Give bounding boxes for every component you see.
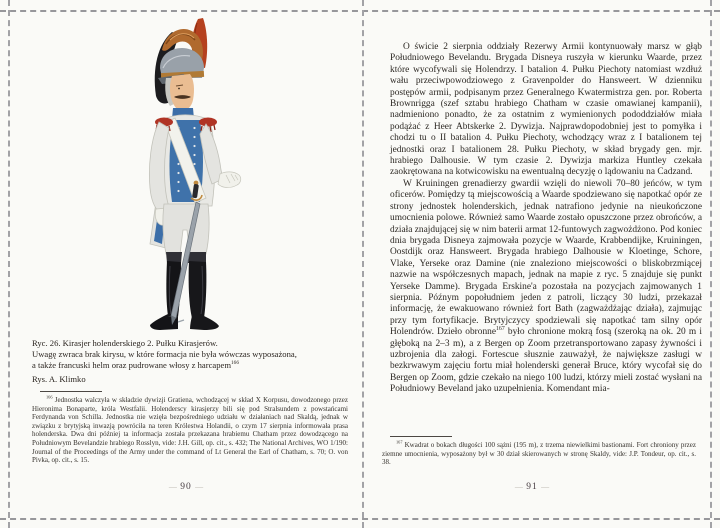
cuirassier-illustration bbox=[126, 16, 248, 334]
left-page bbox=[10, 12, 362, 518]
footnote-166 bbox=[32, 396, 348, 465]
face bbox=[170, 74, 194, 111]
page-ornament: — bbox=[168, 482, 177, 491]
footnote-number: 166 bbox=[46, 394, 53, 400]
page-ornament: — bbox=[514, 482, 523, 491]
page-number-value: 90 bbox=[180, 482, 192, 492]
body-text bbox=[390, 42, 702, 396]
footnote-text: Jednostka walczyła w składzie dywizji Gratiena, wchodzącej w skład X Korpusu, dowodzonego przez Hieronima Bonaparte, króla Westfalii. Holenderscy kirasjerzy bili się pod Stralsundem z powstańcami Ferdynanda von Schilla. Jednostka nie wzięła bezpośredniego udziału w działaniach nad Skaldą, jednak w związku z brytyjską inwazją powróciła na teren Królestwa Holandii, o czym 17 sierpnia informowała prasa holenderska. Dwa dni później ta informacja została przekazana hrabiemu Chatham przez dowodzącego na Południowym Bevelandzie hrabiego Rosslyn, vide: J.H. Gill, op. cit., s. 432; The National Archives, WO 1/190: Journal of the Proceedings of the Army under the command of Lt General the Earl of Chatham, s. 70; O. von Pivka, op. cit., s. 15. bbox=[32, 396, 348, 465]
footnote-number: 167 bbox=[396, 439, 403, 445]
crop-mark-right bbox=[710, 0, 712, 528]
footnote-reference: 167 bbox=[496, 326, 505, 333]
footnote-167 bbox=[382, 441, 696, 467]
paragraph-2: W Kruiningen grenadierzy gwardii wzięli do niewoli 70–80 jeńców, w tym oficerów. Pomiędzy tą miejscowością a Waarde spodziewano się napotkać opór ze strony jednostek holenderskich, jednak natrafiono jedynie na nieukończone umocnienia polowe. Również samo Waarde zostało opuszczone przez obrońców, a działa znajdującej się w nim baterii armat 12-funtowych zagwożdżono. Pod koniec dnia brygada Disneya zajmowała pozycje w Waarde, Krabbendijke, Kruiningen, Oostdijk oraz Hansweert. Brygada hrabiego Dalhousie w Kloetinge, Schore, Vlake, Yerseke oraz Damine (nie znaleziono miejscowości o bliskobrzmiącej nazwie na współczesnych mapach, jednak na mapie z ryc. 5 znajduje się punkt Yerseke Damme). Brygada Erskine'a pozostała na pozycjach zajmowanych 1 sierpnia. Późnym popołudniem jeden z patroli, liczący 30 ludzi, przekazał informację, że ewakuowano również fort Bath (zagważdżając działa), zajmując przy tym fortyfikacje. Brytyjczycy spodziewali się napotkać tam silny opór Holendrów. Dzieło obronne$^{167}$ było chronione mokrą fosą (szeroką na ok. 20 m i głęboką na 2–3 m), a z Bergen op Zoom przetransportowano zapasy żywności i uzbrojenia dla załogi. Fortescue słusznie zauważył, że największe zasługi w bezkrwawym zajęciu fortu miał holenderski generał Bruce, który wycofał się do Bergen op Zoom, gdzie czekało na niego 100 ludzi, którzy mieli zostać wysłani na Południowy Beveland jako uzupełnienia. Komendant mia- bbox=[390, 178, 702, 395]
footnote-rule bbox=[390, 436, 452, 437]
page-ornament: — bbox=[195, 482, 204, 491]
right-page bbox=[354, 12, 710, 518]
caption-line3: a także francuski helm oraz pudrowane włosy z harcapem$^{166}$ bbox=[32, 360, 239, 371]
footnote-rule bbox=[40, 391, 102, 392]
page-number-right bbox=[354, 482, 710, 492]
page-number-value: 91 bbox=[526, 482, 538, 492]
paragraph-1: O świcie 2 sierpnia oddziały Rezerwy Armii kontynuowały marsz w głąb Południowego Bevelandu. Brygada Disneya ruszyła w kierunku Waarde, przez które wycofywali się Holendrzy. I batalion 4. Pułku Piechoty natomiast wzdłuż wału przeciwpowodziowego z Gravenpolder do Hansweert. W dzienniku postępów armii, podpisanym przez Generalnego Kwatermistrza gen. por. Roberta Brownrigga (szef sztabu hrabiego Chatham w czasie omawianej kampanii), nadmieniono ponadto, że za ostatnim z wymienionych pododdziałów miała podążać z Heer Abtskerke 2. Dywizja. Najprawdopodobniej jest to pomyłka i chodzi tu o II batalion 4. Pułku Piechoty, wchodzący wraz z I batalionem tej jednostki oraz I batalionem 28. Pułku Piechoty, w skład brygady gen. mjr. hrabiego Dalhousie. W tym czasie 2. Dywizja markiza Huntley czekała zaokrętowana na kotwicowisku na ewentualną decyzję o lądowaniu na Cadzand. bbox=[390, 42, 702, 178]
crop-mark-bottom bbox=[0, 518, 720, 520]
figure-illustration bbox=[126, 16, 248, 334]
footnote-reference: 166 bbox=[231, 360, 239, 367]
caption-line1: Ryc. 26. Kirasjer holenderskiego 2. Pułku Kirasjerów. bbox=[32, 338, 218, 348]
page-number-left bbox=[10, 482, 362, 492]
right-boot bbox=[188, 252, 219, 330]
footnote-text: Kwadrat o bokach długości 100 sążni (195 m), z trzema niewielkimi bastionami. Fort chroniony przez ziemne umocnienia, wyposażony był w 30 dział skierowanych w stronę Skaldy, vide: J.P. Tondeur, op. cit., s. 38. bbox=[382, 441, 696, 467]
caption-line2: Uwagę zwraca brak kirysu, w które formacja nie była wówczas wyposażona, bbox=[32, 349, 297, 360]
figure-caption bbox=[32, 338, 346, 385]
page-ornament: — bbox=[541, 482, 550, 491]
caption-credit: Rys. A. Klimko bbox=[32, 374, 86, 385]
